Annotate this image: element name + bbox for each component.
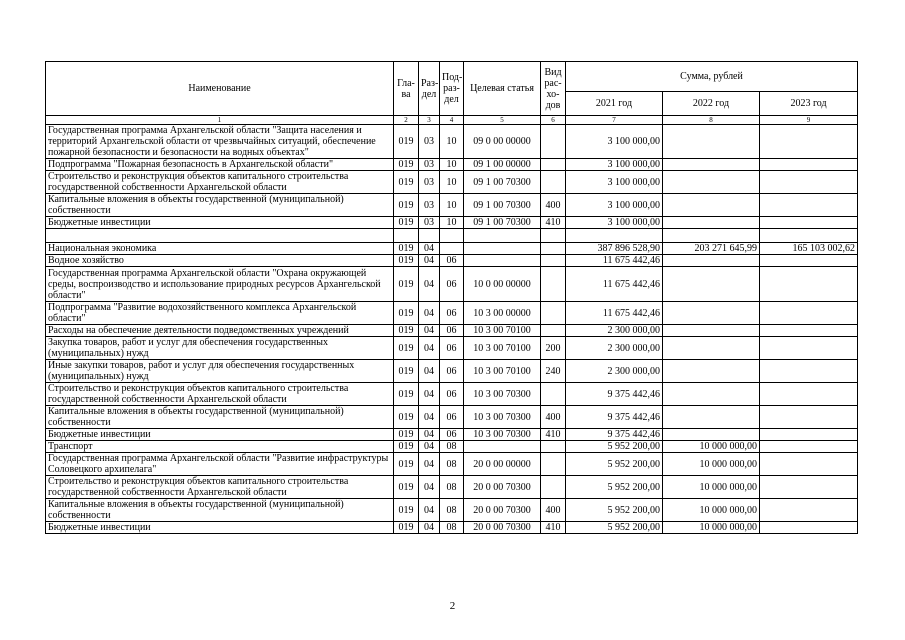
cell-razdel: 03 xyxy=(419,194,440,217)
cell-vid xyxy=(541,125,566,159)
header-target: Целевая статья xyxy=(464,62,541,116)
cell-glava: 019 xyxy=(394,217,419,229)
cell-razdel: 03 xyxy=(419,125,440,159)
header-vid: Вид рас-хо-дов xyxy=(541,62,566,116)
cell-sum-2023 xyxy=(760,267,858,302)
cell-target: 10 0 00 00000 xyxy=(464,267,541,302)
cell-razdel: 04 xyxy=(419,453,440,476)
cell-name: Капитальные вложения в объекты государственной (муниципальной) собственности xyxy=(46,499,394,522)
cell-target xyxy=(464,441,541,453)
cell-glava: 019 xyxy=(394,302,419,325)
cell-sum-2021: 3 100 000,00 xyxy=(566,171,663,194)
table-row xyxy=(46,171,858,194)
col-number: 8 xyxy=(663,116,760,125)
cell-podrazdel: 06 xyxy=(440,360,464,383)
cell-sum-2023 xyxy=(760,499,858,522)
cell-razdel: 04 xyxy=(419,441,440,453)
cell-podrazdel: 10 xyxy=(440,159,464,171)
cell-sum-2022 xyxy=(663,217,760,229)
header-name: Наименование xyxy=(46,62,394,116)
cell-name: Закупка товаров, работ и услуг для обеспечения государственных (муниципальных) нужд xyxy=(46,337,394,360)
cell-sum-2022 xyxy=(663,406,760,429)
cell-vid: 410 xyxy=(541,429,566,441)
cell-podrazdel: 10 xyxy=(440,194,464,217)
cell-glava: 019 xyxy=(394,194,419,217)
cell-target: 09 0 00 00000 xyxy=(464,125,541,159)
cell-vid xyxy=(541,453,566,476)
cell-glava: 019 xyxy=(394,406,419,429)
cell-sum-2021: 387 896 528,90 xyxy=(566,243,663,255)
cell-target: 20 0 00 00000 xyxy=(464,453,541,476)
table-row xyxy=(46,406,858,429)
cell-sum-2021: 11 675 442,46 xyxy=(566,255,663,267)
cell-sum-2022: 10 000 000,00 xyxy=(663,522,760,534)
cell-sum-2021: 5 952 200,00 xyxy=(566,453,663,476)
cell-vid xyxy=(541,267,566,302)
table-row xyxy=(46,243,858,255)
cell-name: Транспорт xyxy=(46,441,394,453)
table-row xyxy=(46,476,858,499)
cell-target: 09 1 00 70300 xyxy=(464,217,541,229)
cell-glava xyxy=(394,229,419,243)
cell-sum-2023 xyxy=(760,159,858,171)
cell-sum-2023 xyxy=(760,522,858,534)
cell-name: Бюджетные инвестиции xyxy=(46,429,394,441)
table-row xyxy=(46,383,858,406)
cell-vid: 400 xyxy=(541,194,566,217)
cell-name xyxy=(46,229,394,243)
cell-sum-2022 xyxy=(663,267,760,302)
cell-podrazdel: 08 xyxy=(440,522,464,534)
table-row xyxy=(46,255,858,267)
cell-podrazdel: 06 xyxy=(440,325,464,337)
cell-name: Государственная программа Архангельской области "Охрана окружающей среды, воспроизводство и использование природных ресурсов Архангельской области" xyxy=(46,267,394,302)
col-number: 9 xyxy=(760,116,858,125)
table-row xyxy=(46,159,858,171)
col-number: 6 xyxy=(541,116,566,125)
cell-target: 20 0 00 70300 xyxy=(464,499,541,522)
cell-razdel: 03 xyxy=(419,217,440,229)
cell-sum-2023 xyxy=(760,125,858,159)
cell-sum-2023 xyxy=(760,217,858,229)
cell-razdel: 04 xyxy=(419,429,440,441)
cell-razdel: 04 xyxy=(419,499,440,522)
cell-target: 10 3 00 70300 xyxy=(464,406,541,429)
table-row xyxy=(46,325,858,337)
cell-glava: 019 xyxy=(394,441,419,453)
table-row xyxy=(46,194,858,217)
col-number: 1 xyxy=(46,116,394,125)
cell-podrazdel: 10 xyxy=(440,125,464,159)
col-number: 5 xyxy=(464,116,541,125)
cell-name: Иные закупки товаров, работ и услуг для обеспечения государственных (муниципальных) нужд xyxy=(46,360,394,383)
cell-target xyxy=(464,229,541,243)
cell-target: 09 1 00 00000 xyxy=(464,159,541,171)
cell-sum-2023 xyxy=(760,229,858,243)
table-row xyxy=(46,125,858,159)
cell-razdel xyxy=(419,229,440,243)
cell-podrazdel: 08 xyxy=(440,441,464,453)
cell-sum-2023 xyxy=(760,325,858,337)
cell-glava: 019 xyxy=(394,325,419,337)
cell-vid: 200 xyxy=(541,337,566,360)
cell-target: 10 3 00 70300 xyxy=(464,429,541,441)
cell-name: Подпрограмма "Развитие водохозяйственного комплекса Архангельской области" xyxy=(46,302,394,325)
cell-podrazdel: 06 xyxy=(440,406,464,429)
cell-glava: 019 xyxy=(394,453,419,476)
col-number: 2 xyxy=(394,116,419,125)
cell-name: Капитальные вложения в объекты государственной (муниципальной) собственности xyxy=(46,194,394,217)
cell-sum-2022: 10 000 000,00 xyxy=(663,453,760,476)
cell-sum-2021: 3 100 000,00 xyxy=(566,217,663,229)
cell-podrazdel: 10 xyxy=(440,217,464,229)
cell-vid xyxy=(541,171,566,194)
header-glava: Гла-ва xyxy=(394,62,419,116)
cell-razdel: 04 xyxy=(419,302,440,325)
cell-name: Водное хозяйство xyxy=(46,255,394,267)
cell-target: 10 3 00 70100 xyxy=(464,325,541,337)
cell-sum-2021: 9 375 442,46 xyxy=(566,406,663,429)
cell-sum-2023 xyxy=(760,383,858,406)
cell-sum-2021: 9 375 442,46 xyxy=(566,383,663,406)
cell-podrazdel xyxy=(440,243,464,255)
cell-sum-2023 xyxy=(760,429,858,441)
header-sum: Сумма, рублей xyxy=(566,62,858,92)
cell-sum-2023 xyxy=(760,302,858,325)
cell-vid xyxy=(541,159,566,171)
cell-sum-2021: 2 300 000,00 xyxy=(566,337,663,360)
cell-sum-2022 xyxy=(663,229,760,243)
header-year-2023: 2023 год xyxy=(760,92,858,116)
cell-sum-2021: 2 300 000,00 xyxy=(566,325,663,337)
page-number: 2 xyxy=(449,600,456,612)
cell-sum-2022 xyxy=(663,125,760,159)
cell-razdel: 04 xyxy=(419,383,440,406)
cell-podrazdel xyxy=(440,229,464,243)
cell-vid xyxy=(541,476,566,499)
cell-sum-2022: 10 000 000,00 xyxy=(663,441,760,453)
cell-sum-2022 xyxy=(663,325,760,337)
cell-sum-2021: 9 375 442,46 xyxy=(566,429,663,441)
cell-vid xyxy=(541,383,566,406)
cell-name: Бюджетные инвестиции xyxy=(46,217,394,229)
cell-sum-2021: 5 952 200,00 xyxy=(566,441,663,453)
cell-sum-2022 xyxy=(663,337,760,360)
cell-glava: 019 xyxy=(394,522,419,534)
table-row xyxy=(46,267,858,302)
cell-sum-2023 xyxy=(760,337,858,360)
cell-target: 10 3 00 70300 xyxy=(464,383,541,406)
cell-glava: 019 xyxy=(394,383,419,406)
cell-glava: 019 xyxy=(394,476,419,499)
cell-sum-2021: 5 952 200,00 xyxy=(566,499,663,522)
cell-glava: 019 xyxy=(394,429,419,441)
cell-sum-2021: 11 675 442,46 xyxy=(566,267,663,302)
table-row xyxy=(46,429,858,441)
cell-name: Расходы на обеспечение деятельности подведомственных учреждений xyxy=(46,325,394,337)
header-year-2022: 2022 год xyxy=(663,92,760,116)
cell-name: Государственная программа Архангельской области "Защита населения и территорий Архангельской области от чрезвычайных ситуаций, обеспечение пожарной безопасности и безопасности на водных объектах" xyxy=(46,125,394,159)
cell-sum-2022 xyxy=(663,255,760,267)
cell-podrazdel: 06 xyxy=(440,255,464,267)
header-podrazdel: Под-раз-дел xyxy=(440,62,464,116)
cell-razdel: 03 xyxy=(419,171,440,194)
cell-razdel: 04 xyxy=(419,406,440,429)
cell-target: 09 1 00 70300 xyxy=(464,194,541,217)
cell-razdel: 04 xyxy=(419,476,440,499)
cell-target: 10 3 00 70100 xyxy=(464,337,541,360)
cell-sum-2022: 10 000 000,00 xyxy=(663,499,760,522)
table-row xyxy=(46,337,858,360)
cell-sum-2022 xyxy=(663,429,760,441)
table-row xyxy=(46,499,858,522)
cell-sum-2022 xyxy=(663,171,760,194)
cell-sum-2023 xyxy=(760,453,858,476)
cell-vid xyxy=(541,255,566,267)
col-number: 7 xyxy=(566,116,663,125)
table-row xyxy=(46,229,858,243)
cell-sum-2022 xyxy=(663,194,760,217)
cell-target xyxy=(464,255,541,267)
table-row xyxy=(46,522,858,534)
cell-sum-2022: 203 271 645,99 xyxy=(663,243,760,255)
cell-glava: 019 xyxy=(394,171,419,194)
cell-podrazdel: 06 xyxy=(440,337,464,360)
cell-sum-2021: 2 300 000,00 xyxy=(566,360,663,383)
cell-sum-2022: 10 000 000,00 xyxy=(663,476,760,499)
cell-sum-2021 xyxy=(566,229,663,243)
cell-sum-2021: 3 100 000,00 xyxy=(566,125,663,159)
cell-podrazdel: 08 xyxy=(440,499,464,522)
cell-name: Государственная программа Архангельской области "Развитие инфраструктуры Соловецкого архипелага" xyxy=(46,453,394,476)
cell-glava: 019 xyxy=(394,499,419,522)
cell-name: Строительство и реконструкция объектов капитального строительства государственной собственности Архангельской области xyxy=(46,476,394,499)
cell-target: 20 0 00 70300 xyxy=(464,522,541,534)
cell-sum-2021: 3 100 000,00 xyxy=(566,194,663,217)
cell-target xyxy=(464,243,541,255)
cell-razdel: 04 xyxy=(419,243,440,255)
cell-vid xyxy=(541,325,566,337)
table-body xyxy=(46,125,858,534)
cell-sum-2023 xyxy=(760,406,858,429)
cell-sum-2022 xyxy=(663,383,760,406)
cell-sum-2021: 5 952 200,00 xyxy=(566,522,663,534)
cell-sum-2023 xyxy=(760,476,858,499)
cell-vid: 400 xyxy=(541,499,566,522)
cell-podrazdel: 06 xyxy=(440,383,464,406)
cell-razdel: 04 xyxy=(419,325,440,337)
cell-razdel: 04 xyxy=(419,255,440,267)
cell-vid xyxy=(541,243,566,255)
cell-glava: 019 xyxy=(394,337,419,360)
cell-glava: 019 xyxy=(394,360,419,383)
cell-name: Строительство и реконструкция объектов капитального строительства государственной собственности Архангельской области xyxy=(46,383,394,406)
cell-sum-2022 xyxy=(663,360,760,383)
cell-podrazdel: 06 xyxy=(440,302,464,325)
header-year-2021: 2021 год xyxy=(566,92,663,116)
cell-vid: 410 xyxy=(541,217,566,229)
col-number: 4 xyxy=(440,116,464,125)
cell-sum-2023 xyxy=(760,360,858,383)
cell-vid xyxy=(541,302,566,325)
cell-glava: 019 xyxy=(394,159,419,171)
cell-name: Национальная экономика xyxy=(46,243,394,255)
cell-target: 20 0 00 70300 xyxy=(464,476,541,499)
cell-sum-2021: 11 675 442,46 xyxy=(566,302,663,325)
cell-vid: 400 xyxy=(541,406,566,429)
cell-glava: 019 xyxy=(394,267,419,302)
cell-podrazdel: 06 xyxy=(440,429,464,441)
cell-razdel: 04 xyxy=(419,522,440,534)
column-number-row xyxy=(46,116,858,125)
table-row xyxy=(46,453,858,476)
table-row xyxy=(46,217,858,229)
cell-sum-2021: 3 100 000,00 xyxy=(566,159,663,171)
cell-razdel: 03 xyxy=(419,159,440,171)
cell-razdel: 04 xyxy=(419,337,440,360)
cell-target: 10 3 00 70100 xyxy=(464,360,541,383)
cell-name: Бюджетные инвестиции xyxy=(46,522,394,534)
cell-sum-2023 xyxy=(760,255,858,267)
cell-sum-2023 xyxy=(760,194,858,217)
cell-vid: 410 xyxy=(541,522,566,534)
cell-vid xyxy=(541,229,566,243)
col-number: 3 xyxy=(419,116,440,125)
cell-name: Подпрограмма "Пожарная безопасность в Архангельской области" xyxy=(46,159,394,171)
cell-razdel: 04 xyxy=(419,360,440,383)
cell-sum-2023 xyxy=(760,441,858,453)
cell-sum-2022 xyxy=(663,159,760,171)
budget-table xyxy=(45,61,858,534)
cell-target: 09 1 00 70300 xyxy=(464,171,541,194)
cell-podrazdel: 08 xyxy=(440,476,464,499)
cell-sum-2023 xyxy=(760,171,858,194)
cell-podrazdel: 10 xyxy=(440,171,464,194)
cell-podrazdel: 08 xyxy=(440,453,464,476)
cell-name: Строительство и реконструкция объектов капитального строительства государственной собственности Архангельской области xyxy=(46,171,394,194)
cell-sum-2023: 165 103 002,62 xyxy=(760,243,858,255)
table-row xyxy=(46,302,858,325)
cell-glava: 019 xyxy=(394,243,419,255)
table-row xyxy=(46,441,858,453)
cell-name: Капитальные вложения в объекты государственной (муниципальной) собственности xyxy=(46,406,394,429)
cell-glava: 019 xyxy=(394,125,419,159)
cell-podrazdel: 06 xyxy=(440,267,464,302)
cell-razdel: 04 xyxy=(419,267,440,302)
table-row xyxy=(46,360,858,383)
cell-sum-2021: 5 952 200,00 xyxy=(566,476,663,499)
cell-sum-2022 xyxy=(663,302,760,325)
cell-vid: 240 xyxy=(541,360,566,383)
cell-vid xyxy=(541,441,566,453)
cell-glava: 019 xyxy=(394,255,419,267)
cell-target: 10 3 00 00000 xyxy=(464,302,541,325)
header-razdel: Раз-дел xyxy=(419,62,440,116)
